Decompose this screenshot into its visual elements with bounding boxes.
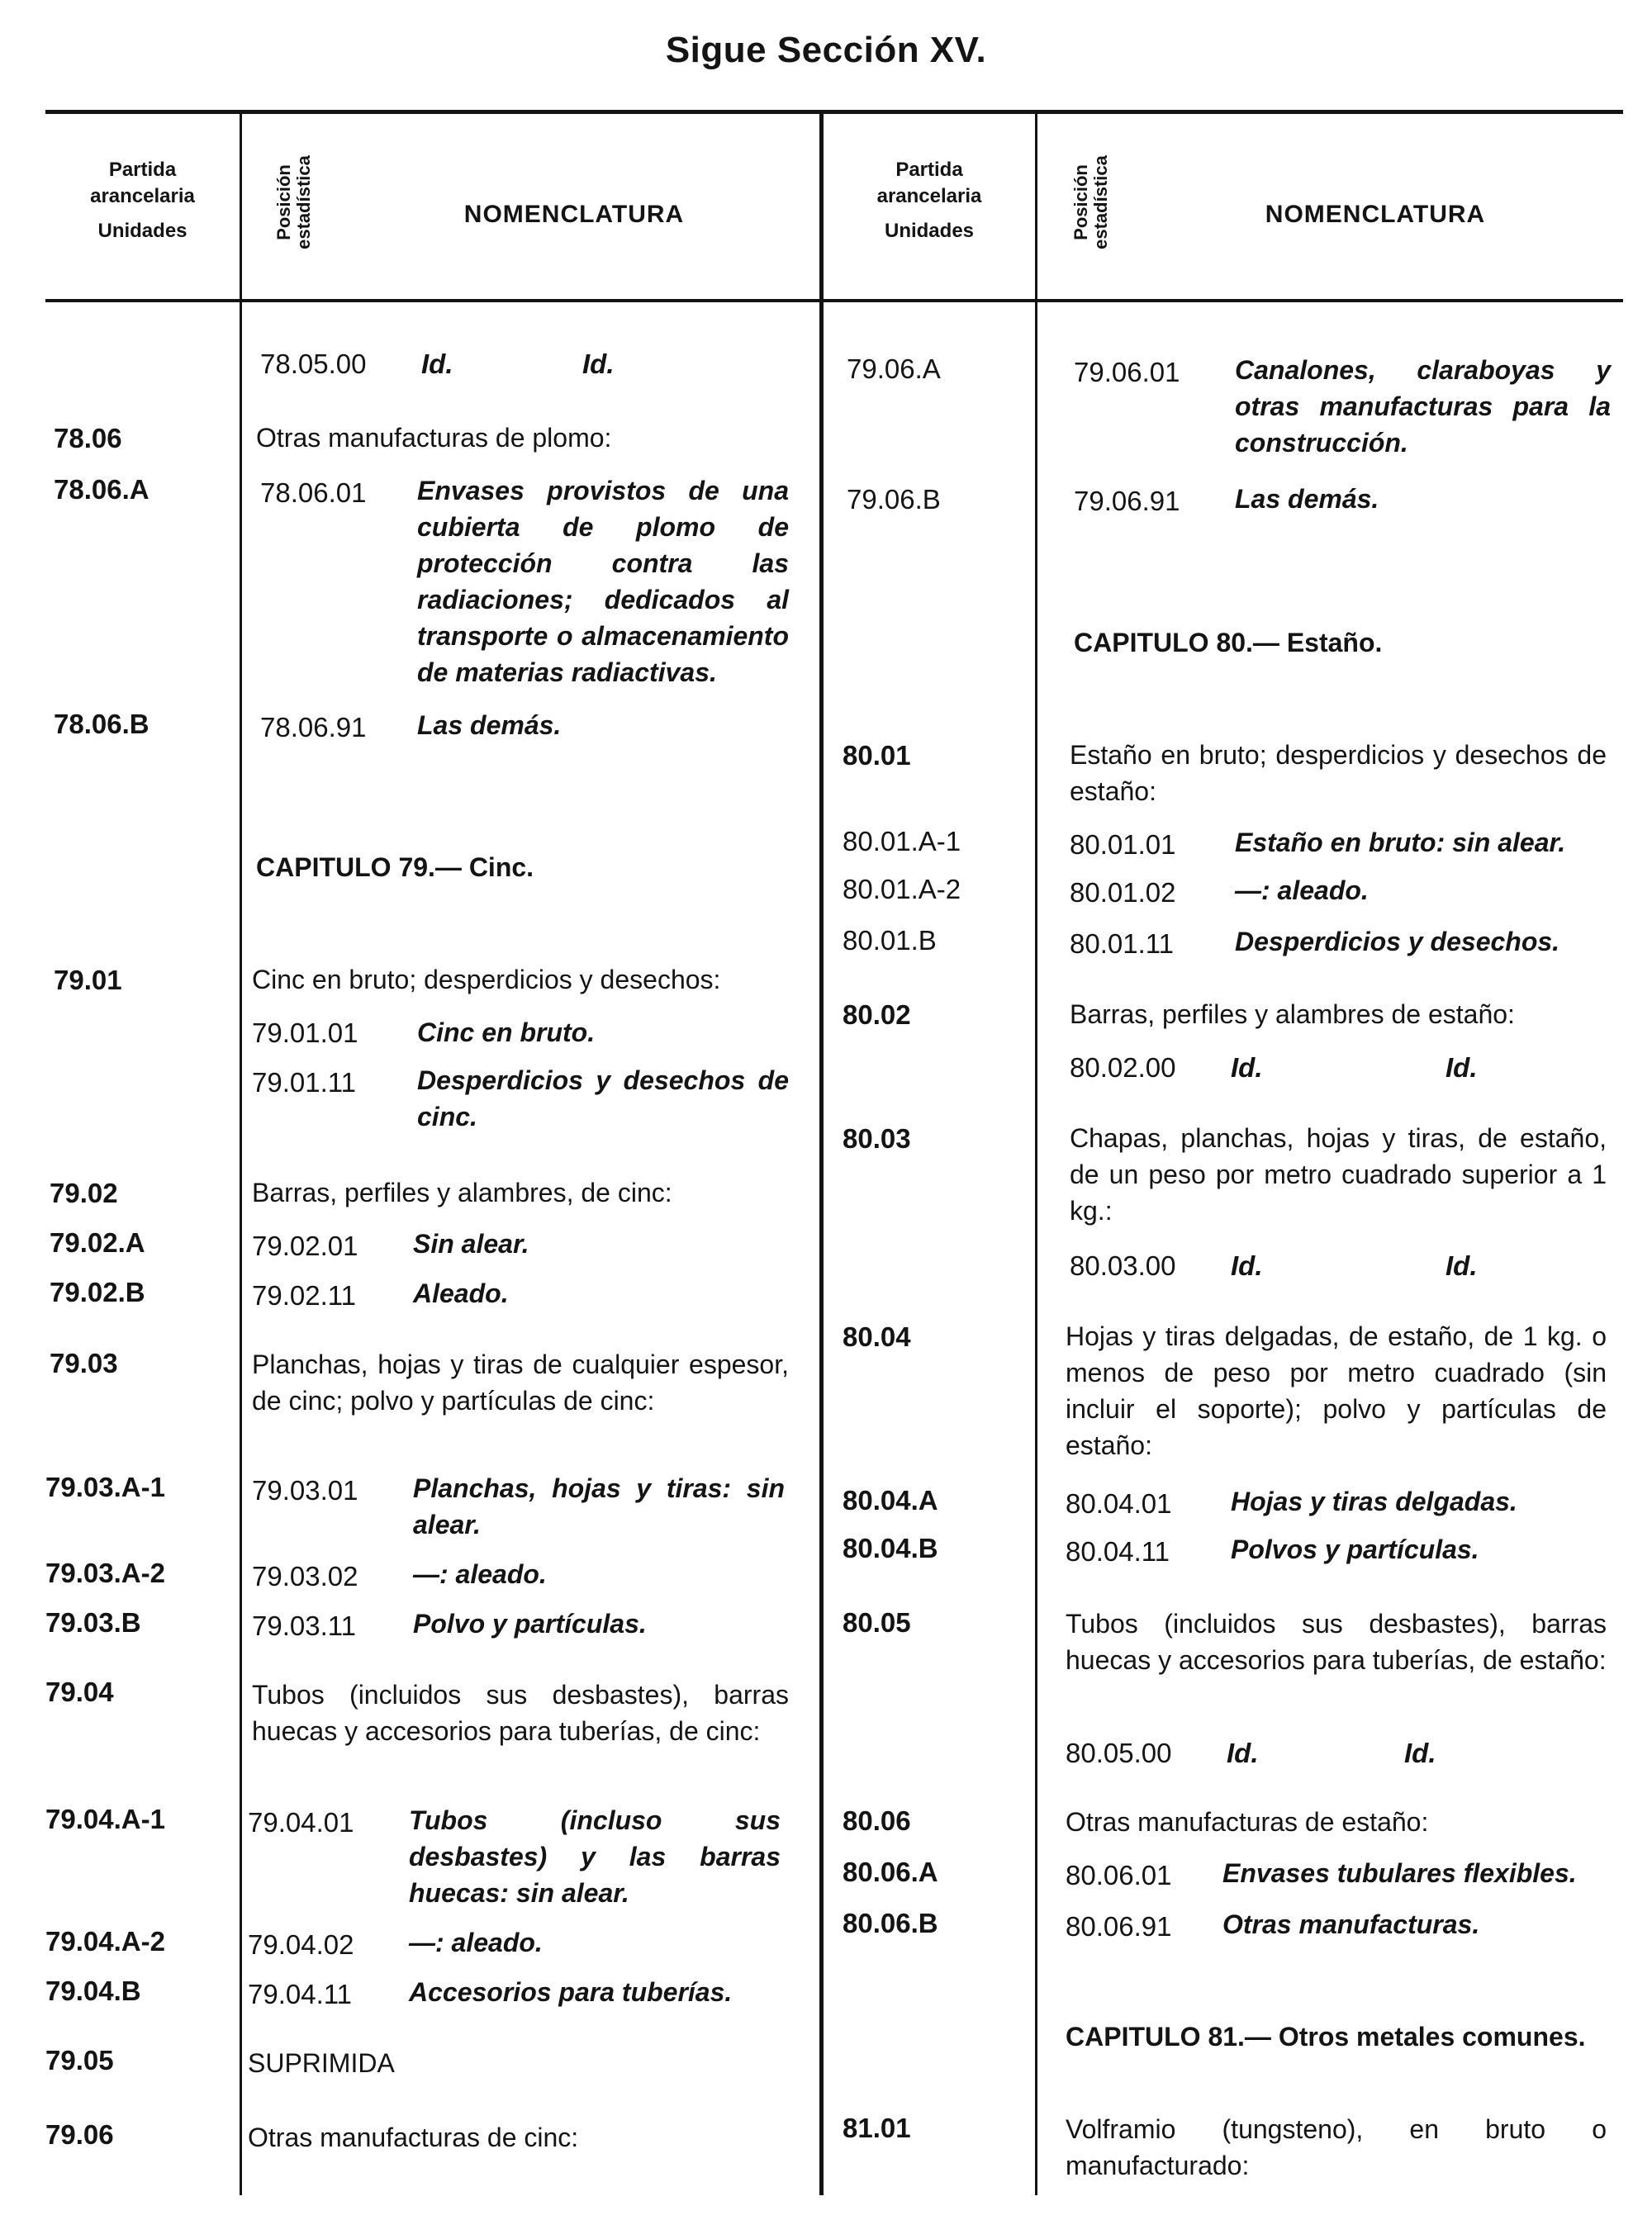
nomenclature-text: Chapas, planchas, hojas y tiras, de estaño, de un peso por metro cuadrado superior a 1 kg.: bbox=[1070, 1123, 1607, 1226]
nomenclature-text: Otras manufacturas de cinc: bbox=[248, 2123, 579, 2152]
nomenclature-text: Cinc en bruto. bbox=[417, 1017, 596, 1047]
id-label: Id. bbox=[1227, 1738, 1259, 1768]
nomenclature-text: Polvos y partículas. bbox=[1231, 1535, 1479, 1564]
position-number: 79.04.02 bbox=[248, 1929, 354, 1960]
nomenclature-text: Desperdicios y desechos de cinc. bbox=[417, 1065, 789, 1131]
position-number: 79.02.11 bbox=[252, 1280, 357, 1311]
header-partida bbox=[50, 157, 235, 244]
position-number: 80.02.00 bbox=[1070, 1052, 1176, 1083]
tariff-code: 79.04.A-1 bbox=[45, 1804, 165, 1834]
position-number: 79.03.02 bbox=[252, 1561, 358, 1591]
position-number: 79.02.01 bbox=[252, 1231, 358, 1261]
position-number: 79.04.11 bbox=[248, 1979, 353, 2009]
position-number: 80.04.01 bbox=[1066, 1488, 1172, 1519]
position-number: 80.01.02 bbox=[1070, 877, 1176, 908]
nomenclature-text: Planchas, hojas y tiras de cualquier espesor, de cinc; polvo y partículas de cinc: bbox=[252, 1350, 789, 1416]
nomenclature-text: Otras manufacturas. bbox=[1222, 1909, 1480, 1939]
header-partida bbox=[826, 157, 1032, 244]
tariff-code: 79.03.A-2 bbox=[45, 1558, 165, 1588]
tariff-code: 79.05 bbox=[45, 2045, 114, 2075]
tariff-code: 80.02 bbox=[843, 999, 911, 1030]
page-title: Sigue Sección XV. bbox=[665, 30, 987, 70]
tariff-code: 79.03.B bbox=[45, 1607, 141, 1638]
nomenclature-text: Volframio (tungsteno), en bruto o manufacturado: bbox=[1066, 2114, 1607, 2180]
header-rule bbox=[45, 299, 1623, 302]
nomenclature-text: Las demás. bbox=[417, 710, 562, 740]
tariff-code: 79.04.B bbox=[45, 1976, 141, 2006]
position-number: 78.06.01 bbox=[260, 477, 367, 508]
position-number: 79.06.01 bbox=[1074, 357, 1180, 387]
tariff-code: 80.04 bbox=[843, 1321, 911, 1352]
nomenclature-text: Otras manufacturas de plomo: bbox=[256, 423, 612, 453]
tariff-code: 79.06 bbox=[45, 2119, 114, 2150]
position-number: 80.06.91 bbox=[1066, 1911, 1172, 1942]
nomenclature-text: Planchas, hojas y tiras: sin alear. bbox=[413, 1473, 785, 1539]
nomenclature-text: Las demás. bbox=[1235, 484, 1379, 514]
nomenclature-text: —: aleado. bbox=[413, 1559, 547, 1589]
nomenclature-text: Envases provistos de una cubierta de plomo de protección contra las radiaciones; dedicados al transporte o almacenamiento de materias radiactivas. bbox=[417, 476, 789, 687]
nomenclature-text: Barras, perfiles y alambres de estaño: bbox=[1070, 999, 1515, 1029]
tariff-code: 80.04.B bbox=[843, 1533, 938, 1563]
nomenclature-text: Sin alear. bbox=[413, 1229, 529, 1259]
id-label: Id. bbox=[582, 349, 615, 379]
tariff-code: 80.01.B bbox=[843, 925, 937, 956]
tariff-code: 78.06.B bbox=[54, 709, 150, 739]
tariff-code: 80.01.A-2 bbox=[843, 874, 961, 904]
tariff-code: 80.06.B bbox=[843, 1908, 938, 1938]
nomenclature-text: Estaño en bruto: sin alear. bbox=[1235, 828, 1566, 857]
tariff-code: 78.06.A bbox=[54, 474, 150, 505]
header-line: Unidades bbox=[884, 220, 975, 242]
header-line: Unidades bbox=[97, 220, 188, 242]
position-number: 80.06.01 bbox=[1066, 1860, 1172, 1890]
column-divider bbox=[240, 114, 242, 2195]
nomenclature-text: Tubos (incluidos sus desbastes), barras huecas y accesorios para tuberías, de cinc: bbox=[252, 1680, 789, 1746]
position-number: 80.03.00 bbox=[1070, 1250, 1176, 1281]
tariff-code: 79.01 bbox=[54, 965, 122, 995]
id-label: Id. bbox=[1404, 1738, 1436, 1768]
position-number: 79.01.11 bbox=[252, 1067, 357, 1098]
header-line: Posición bbox=[1070, 164, 1091, 240]
position-number: 79.04.01 bbox=[248, 1807, 354, 1838]
nomenclature-text: Canalones, claraboyas y otras manufacturas para la construcción. bbox=[1235, 355, 1611, 458]
header-posicion bbox=[274, 140, 314, 264]
header-line: arancelaria bbox=[90, 185, 195, 207]
tariff-code: 79.02.B bbox=[50, 1277, 145, 1307]
nomenclature-text: —: aleado. bbox=[409, 1928, 543, 1957]
tariff-code: 80.06.A bbox=[843, 1857, 938, 1887]
position-number: 78.05.00 bbox=[260, 349, 367, 379]
nomenclature-text: Hojas y tiras delgadas. bbox=[1231, 1487, 1517, 1516]
header-nomenclatura: NOMENCLATURA bbox=[1265, 201, 1486, 228]
nomenclature-text: Tubos (incluso sus desbastes) y las barras huecas: sin alear. bbox=[409, 1805, 781, 1908]
nomenclature-text: Otras manufacturas de estaño: bbox=[1066, 1807, 1429, 1837]
id-label: Id. bbox=[1231, 1052, 1263, 1083]
position-number: 79.03.01 bbox=[252, 1475, 358, 1506]
header-line: Partida bbox=[895, 159, 963, 181]
nomenclature-text: Barras, perfiles y alambres, de cinc: bbox=[252, 1178, 672, 1207]
nomenclature-text: Polvo y partículas. bbox=[413, 1609, 647, 1639]
tariff-code: 80.01 bbox=[843, 740, 911, 771]
nomenclature-text: Desperdicios y desechos. bbox=[1235, 927, 1560, 956]
tariff-code: 79.04 bbox=[45, 1677, 114, 1707]
chapter-heading: CAPITULO 79.— Cinc. bbox=[256, 852, 534, 882]
position-number: 80.01.11 bbox=[1070, 928, 1175, 959]
tariff-code: 80.04.A bbox=[843, 1485, 938, 1516]
nomenclature-text: Accesorios para tuberías. bbox=[409, 1977, 733, 2007]
tariff-code: 80.06 bbox=[843, 1805, 911, 1836]
header-nomenclatura: NOMENCLATURA bbox=[463, 201, 685, 228]
nomenclature-text: Envases tubulares flexibles. bbox=[1222, 1858, 1577, 1888]
nomenclature-text: Aleado. bbox=[413, 1278, 509, 1308]
header-line: estadística bbox=[1090, 155, 1111, 249]
position-number: 79.01.01 bbox=[252, 1017, 358, 1048]
position-number: 80.04.11 bbox=[1066, 1536, 1170, 1567]
position-number: 79.03.11 bbox=[252, 1610, 357, 1641]
position-number: 78.06.91 bbox=[260, 712, 367, 742]
tariff-code: 79.06.B bbox=[847, 484, 941, 515]
position-number: 79.06.91 bbox=[1074, 486, 1180, 516]
position-number: 80.01.01 bbox=[1070, 829, 1176, 860]
nomenclature-text: Cinc en bruto; desperdicios y desechos: bbox=[252, 965, 721, 994]
header-line: estadística bbox=[293, 155, 314, 249]
tariff-code: 79.02 bbox=[50, 1178, 118, 1208]
column-divider bbox=[1035, 114, 1037, 2195]
id-label: Id. bbox=[1231, 1250, 1263, 1281]
nomenclature-text: Hojas y tiras delgadas, de estaño, de 1 kg. o menos de peso por metro cuadrado (sin incluir el soporte); polvo y partículas de estaño: bbox=[1066, 1321, 1607, 1460]
position-number: 80.05.00 bbox=[1066, 1738, 1172, 1768]
top-rule bbox=[45, 110, 1623, 114]
header-line: Partida bbox=[108, 159, 177, 181]
tariff-code: 80.03 bbox=[843, 1123, 911, 1154]
center-divider bbox=[819, 114, 824, 2195]
nomenclature-text: —: aleado. bbox=[1235, 875, 1369, 905]
tariff-code: 79.02.A bbox=[50, 1227, 145, 1258]
header-line: Posición bbox=[273, 164, 294, 240]
tariff-code: 79.03.A-1 bbox=[45, 1472, 165, 1502]
nomenclature-text: Tubos (incluidos sus desbastes), barras huecas y accesorios para tuberías, de estaño: bbox=[1066, 1609, 1607, 1675]
chapter-heading: CAPITULO 80.— Estaño. bbox=[1074, 628, 1383, 657]
id-label: Id. bbox=[1446, 1250, 1478, 1281]
header-line: arancelaria bbox=[876, 185, 982, 207]
tariff-code: 79.06.A bbox=[847, 353, 941, 384]
tariff-code: 81.01 bbox=[843, 2113, 911, 2143]
nomenclature-text: SUPRIMIDA bbox=[248, 2048, 395, 2078]
id-label: Id. bbox=[421, 349, 453, 379]
header-posicion bbox=[1071, 140, 1111, 264]
tariff-code: 78.06 bbox=[54, 423, 122, 453]
nomenclature-text: Estaño en bruto; desperdicios y desechos de estaño: bbox=[1070, 740, 1607, 806]
id-label: Id. bbox=[1446, 1052, 1478, 1083]
tariff-code: 79.03 bbox=[50, 1348, 118, 1378]
tariff-code: 80.01.A-1 bbox=[843, 826, 961, 856]
chapter-heading: CAPITULO 81.— Otros metales comunes. bbox=[1066, 2022, 1586, 2052]
tariff-code: 80.05 bbox=[843, 1607, 911, 1638]
tariff-code: 79.04.A-2 bbox=[45, 1926, 165, 1957]
